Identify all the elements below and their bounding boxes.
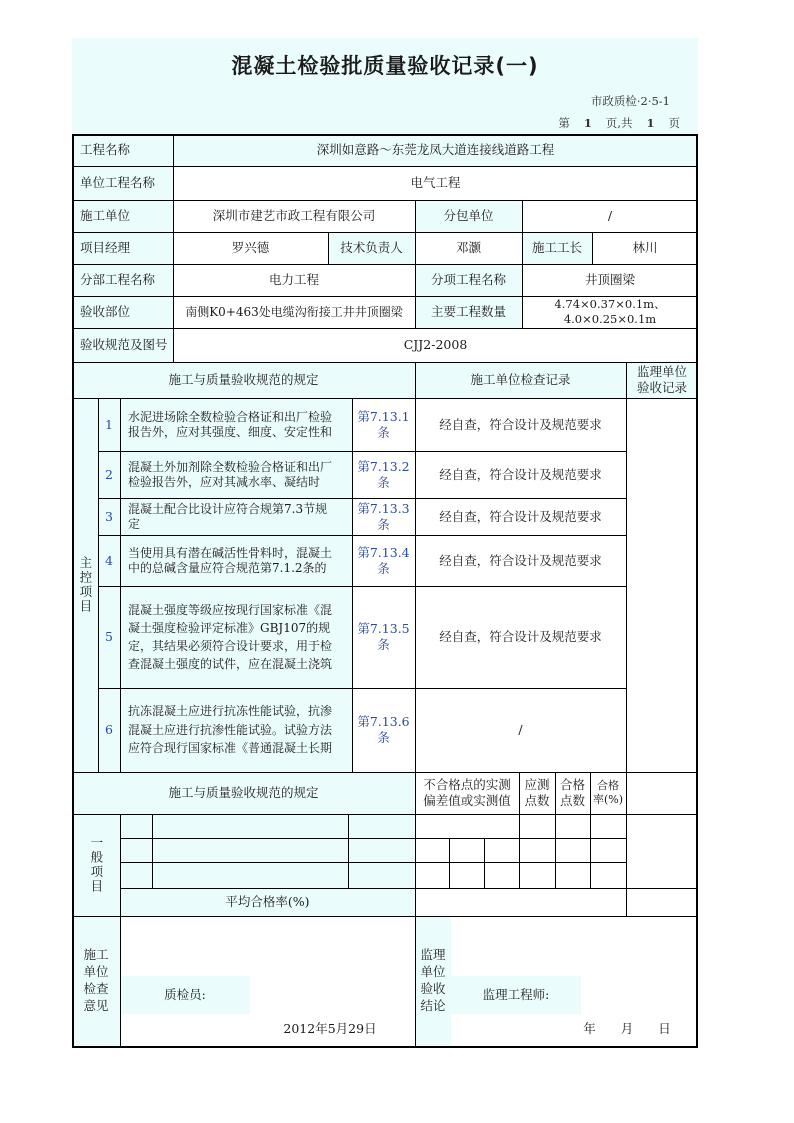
general-average-value xyxy=(415,888,626,916)
general-average-supervisor-cell xyxy=(626,888,698,916)
rule xyxy=(555,772,556,888)
contractor-value: 深圳市建艺市政工程有限公司 xyxy=(173,200,415,232)
engineer-label: 监理工程师: xyxy=(482,987,550,1003)
rule xyxy=(484,838,485,888)
rule xyxy=(72,772,698,773)
unit-project-label: 单位工程名称 xyxy=(72,166,173,200)
rule xyxy=(120,888,698,889)
page-mid: 页,共 xyxy=(605,116,633,130)
rule xyxy=(415,772,416,916)
main-item-no: 3 xyxy=(98,498,120,535)
main-item-result: 经自查，符合设计及规范要求 xyxy=(415,498,626,535)
quantity-line-1: 4.74×0.37×0.1m、 xyxy=(554,297,666,312)
main-item-clause: 第7.13.5条 xyxy=(352,586,415,688)
general-col-deviation: 不合格点的实测偏差值或实测值 xyxy=(415,772,519,814)
rule xyxy=(98,398,99,772)
contractor-date: 2012年5月29日 xyxy=(283,1021,377,1037)
rule xyxy=(72,232,698,233)
main-item-supervisor-cell xyxy=(626,535,698,586)
main-item-result: 经自查，符合设计及规范要求 xyxy=(415,586,626,688)
location-value: 南侧K0+463处电缆沟衔接工井井顶圈梁 xyxy=(173,296,415,328)
rule xyxy=(348,814,349,888)
general-rows-area xyxy=(120,814,415,888)
contractor-opinion-label-cell xyxy=(72,916,120,1046)
general-col-supervisor-cell xyxy=(626,772,698,814)
rule xyxy=(98,498,626,499)
division-value: 电力工程 xyxy=(173,264,415,296)
inspector-label-cell xyxy=(120,976,250,1014)
main-col-rule: 施工与质量验收规范的规定 xyxy=(72,362,415,398)
rule xyxy=(152,814,153,888)
rule xyxy=(120,814,121,1046)
rule xyxy=(352,398,353,772)
main-item-supervisor-cell xyxy=(626,451,698,498)
border-bottom xyxy=(72,1046,698,1048)
main-item-clause: 第7.13.3条 xyxy=(352,498,415,535)
rule xyxy=(72,814,698,815)
main-item-no: 2 xyxy=(98,451,120,498)
spec-label: 验收规范及图号 xyxy=(72,328,173,362)
rule xyxy=(522,200,523,232)
main-item-rule: 水泥进场除全数检验合格证和出厂检验 报告外，应对其强度、细度、安定性和 xyxy=(120,398,352,451)
supervisor-conclusion-label: 监理单位验收结论 xyxy=(420,947,446,1013)
border-right xyxy=(696,134,698,1048)
main-item-rule: 混凝土配合比设计应符合规第7.3节规 定 xyxy=(120,498,352,535)
main-item-no: 6 xyxy=(98,688,120,772)
rule xyxy=(522,232,523,264)
rule xyxy=(72,200,698,201)
general-col-points: 应测点数 xyxy=(519,772,555,814)
main-item-rule: 混凝土强度等级应按现行国家标准《混 凝土强度检验评定标准》GBJ107的规 定，其结果必须符合设计要求，用于检 查混凝土强度的试件，应在混凝土浇筑 xyxy=(120,586,352,688)
rule xyxy=(415,232,416,264)
rule xyxy=(519,772,520,888)
main-item-clause: 第7.13.6条 xyxy=(352,688,415,772)
main-item-result: / xyxy=(415,688,626,772)
border-left xyxy=(72,134,74,1048)
main-item-supervisor-cell xyxy=(626,498,698,535)
pm-value: 罗兴德 xyxy=(173,232,328,264)
division-label: 分部工程名称 xyxy=(72,264,173,296)
rule xyxy=(522,264,523,328)
rule xyxy=(415,264,416,328)
subitem-label: 分项工程名称 xyxy=(415,264,522,296)
rule xyxy=(98,535,626,536)
main-item-clause: 第7.13.1条 xyxy=(352,398,415,451)
general-values-area xyxy=(415,814,698,888)
main-item-no: 4 xyxy=(98,535,120,586)
quantity-line-2: 4.0×0.25×0.1m xyxy=(563,312,657,326)
general-average-label: 平均合格率(%) xyxy=(120,888,415,916)
foreman-label: 施工工长 xyxy=(522,232,592,264)
rule xyxy=(120,838,626,839)
subitem-value: 井顶圈梁 xyxy=(522,264,698,296)
general-side-label xyxy=(72,814,120,916)
rule xyxy=(415,916,416,1046)
main-item-no: 5 xyxy=(98,586,120,688)
project-name-label: 工程名称 xyxy=(72,134,173,166)
contractor-opinion-label: 施工单位检查意见 xyxy=(83,947,109,1013)
rule xyxy=(72,398,698,399)
rule xyxy=(98,688,626,689)
rule xyxy=(415,200,416,232)
page-prefix: 第 xyxy=(558,116,570,130)
rule xyxy=(120,398,121,772)
rule xyxy=(72,362,698,363)
rule xyxy=(415,362,416,772)
main-item-supervisor-cell xyxy=(626,586,698,688)
pm-label: 项目经理 xyxy=(72,232,173,264)
rule xyxy=(590,772,591,888)
general-side-text: 一般项目 xyxy=(88,836,104,894)
form-code: 市政质检·2·5-1 xyxy=(590,94,670,108)
main-item-result: 经自查，符合设计及规范要求 xyxy=(415,535,626,586)
spec-value: CJJ2-2008 xyxy=(173,328,698,362)
main-control-side-text: 主控项目 xyxy=(77,556,93,614)
general-col-rule: 施工与质量验收规范的规定 xyxy=(72,772,415,814)
main-item-clause: 第7.13.2条 xyxy=(352,451,415,498)
page-title: 混凝土检验批质量验收记录(一) xyxy=(231,54,539,78)
subcontractor-label: 分包单位 xyxy=(415,200,522,232)
rule xyxy=(120,862,626,863)
main-item-no: 1 xyxy=(98,398,120,451)
rule xyxy=(626,362,627,772)
rule xyxy=(626,772,627,916)
unit-project-value: 电气工程 xyxy=(173,166,698,200)
subcontractor-value: / xyxy=(522,200,698,232)
rule xyxy=(98,586,626,587)
rule xyxy=(98,451,626,452)
main-item-rule: 抗冻混凝土应进行抗冻性能试验，抗渗 混凝土应进行抗渗性能试验。试验方法 应符合现行国家标准《普通混凝土长期 xyxy=(120,688,352,772)
main-item-rule: 当使用具有潜在碱活性骨料时，混凝土 中的总碱含量应符合规范第7.1.2条的 xyxy=(120,535,352,586)
rule xyxy=(328,232,329,264)
engineer-label-cell xyxy=(451,976,581,1014)
tech-lead-label: 技术负责人 xyxy=(328,232,415,264)
rule xyxy=(173,134,174,362)
border-top xyxy=(72,134,698,136)
main-item-clause: 第7.13.4条 xyxy=(352,535,415,586)
inspection-record-sheet xyxy=(72,38,698,1048)
project-name-value: 深圳如意路～东莞龙凤大道连接线道路工程 xyxy=(173,134,698,166)
contractor-label: 施工单位 xyxy=(72,200,173,232)
main-item-result: 经自查，符合设计及规范要求 xyxy=(415,451,626,498)
main-item-rule: 混凝土外加剂除全数检验合格证和出厂 检验报告外，应对其减水率、凝结时 xyxy=(120,451,352,498)
page-number: 1 xyxy=(583,116,592,130)
supervisor-conclusion-label-cell xyxy=(415,916,451,1046)
page-total: 1 xyxy=(646,116,655,130)
main-control-side-label xyxy=(72,398,98,772)
title-bar xyxy=(72,38,698,134)
main-item-result: 经自查，符合设计及规范要求 xyxy=(415,398,626,451)
general-col-pass-points: 合格点数 xyxy=(555,772,590,814)
foreman-value: 林川 xyxy=(592,232,698,264)
main-item-supervisor-cell xyxy=(626,398,698,451)
quantity-label: 主要工程数量 xyxy=(415,296,522,328)
location-label: 验收部位 xyxy=(72,296,173,328)
main-col-supervisor: 监理单位验收记录 xyxy=(626,362,698,398)
inspector-label: 质检员: xyxy=(164,987,206,1003)
rule xyxy=(592,232,593,264)
rule xyxy=(72,916,698,917)
supervisor-date-placeholder: 年 月 日 xyxy=(583,1021,671,1037)
rule xyxy=(72,328,698,329)
rule xyxy=(72,264,698,265)
quantity-value xyxy=(522,296,698,328)
main-item-supervisor-cell xyxy=(626,688,698,772)
tech-lead-value: 邓灏 xyxy=(415,232,522,264)
general-col-rate: 合格率(%) xyxy=(590,772,626,814)
page-suffix: 页 xyxy=(668,116,680,130)
rule xyxy=(72,166,698,167)
main-col-check: 施工单位检查记录 xyxy=(415,362,626,398)
page-counter xyxy=(558,115,680,131)
rule xyxy=(449,838,450,888)
rule xyxy=(72,296,698,297)
